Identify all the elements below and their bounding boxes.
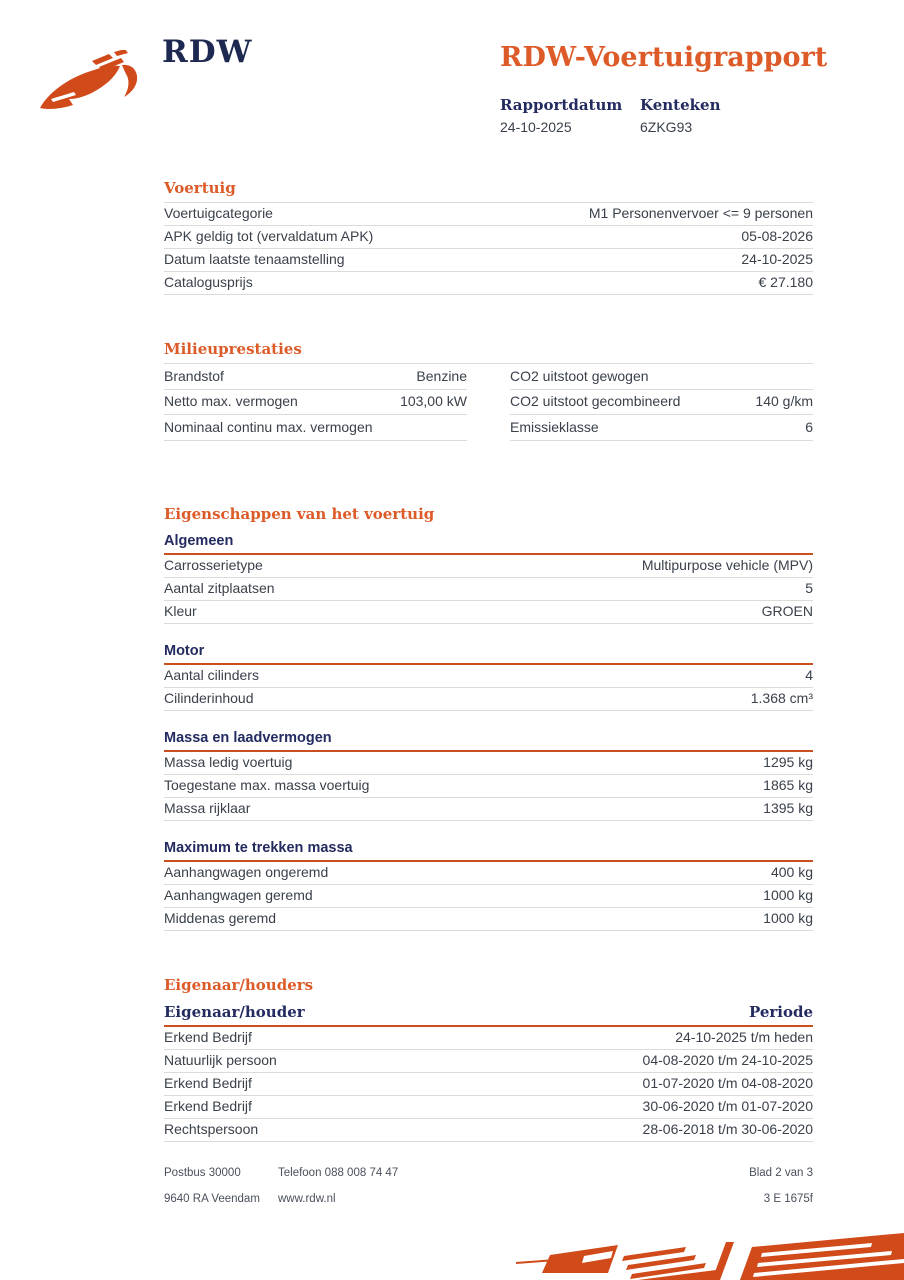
field-row <box>164 578 813 601</box>
field-value: GROEN <box>761 602 813 619</box>
field-row <box>164 226 813 249</box>
field-label: Carrosserietype <box>164 556 263 573</box>
field-value: M1 Personenvervoer <= 9 personen <box>588 205 813 221</box>
owner-row <box>164 1050 813 1073</box>
field-value: 1.368 cm³ <box>750 689 813 706</box>
field-value: 400 kg <box>770 863 813 880</box>
field-value: Multipurpose vehicle (MPV) <box>641 556 813 573</box>
field-label: Aantal cilinders <box>164 666 259 683</box>
footer-website: www.rdw.nl <box>278 1193 336 1205</box>
field-value: 05-08-2026 <box>741 228 813 244</box>
section-heading-eigenaren: Eigenaar/houders <box>164 975 314 994</box>
field-row <box>510 390 813 416</box>
report-meta <box>500 96 780 135</box>
owner-name: Natuurlijk persoon <box>164 1051 277 1068</box>
owner-name: Rechtspersoon <box>164 1120 259 1137</box>
owner-period: 24-10-2025 t/m heden <box>675 1028 813 1045</box>
field-row <box>164 862 813 885</box>
milieu-right-column <box>510 364 813 441</box>
field-row <box>510 364 813 390</box>
owners-col-period: Periode <box>748 1002 813 1021</box>
field-label: Toegestane max. massa voertuig <box>164 776 370 793</box>
footer-page-info <box>749 1167 813 1205</box>
milieu-columns <box>164 364 813 441</box>
field-label: Emissieklasse <box>510 418 599 435</box>
report-body <box>164 179 813 1142</box>
footer-page-indicator: Blad 2 van 3 <box>749 1167 813 1179</box>
field-label: Aanhangwagen geremd <box>164 886 313 903</box>
subsection-trekken-massa <box>164 840 813 931</box>
kenteken-label: Kenteken <box>640 96 721 114</box>
owner-period: 04-08-2020 t/m 24-10-2025 <box>642 1051 813 1068</box>
subsection-heading-motor: Motor <box>164 643 813 665</box>
subsection-heading-trekken-massa: Maximum te trekken massa <box>164 840 813 862</box>
rapportdatum-block <box>500 96 640 135</box>
owner-row <box>164 1073 813 1096</box>
owners-col-owner: Eigenaar/houder <box>164 1002 305 1021</box>
field-row <box>164 415 467 441</box>
field-value: 1295 kg <box>763 753 813 770</box>
section-voertuig <box>164 179 813 295</box>
owner-period: 01-07-2020 t/m 04-08-2020 <box>642 1074 813 1091</box>
footer-address <box>164 1167 278 1205</box>
field-label: Massa rijklaar <box>164 799 251 816</box>
field-label: Datum laatste tenaamstelling <box>164 251 345 267</box>
field-label: Brandstof <box>164 367 224 384</box>
field-label: CO2 uitstoot gewogen <box>510 367 649 384</box>
field-label: Massa ledig voertuig <box>164 753 293 770</box>
owner-period: 30-06-2020 t/m 01-07-2020 <box>642 1097 813 1114</box>
section-heading-eigenschappen: Eigenschappen van het voertuig <box>164 504 435 523</box>
section-eigenschappen <box>164 505 813 931</box>
field-label: Cilinderinhoud <box>164 689 254 706</box>
field-row <box>164 688 813 711</box>
subsection-motor <box>164 643 813 711</box>
footer-phone: Telefoon 088 008 74 47 <box>278 1167 399 1179</box>
field-label: Middenas geremd <box>164 909 277 926</box>
field-label: Aanhangwagen ongeremd <box>164 863 329 880</box>
field-value: € 27.180 <box>758 274 813 290</box>
kenteken-value: 6ZKG93 <box>640 119 693 135</box>
page-footer <box>164 1167 813 1205</box>
owner-row <box>164 1027 813 1050</box>
field-label: CO2 uitstoot gecombineerd <box>510 393 681 409</box>
subsection-heading-massa: Massa en laadvermogen <box>164 730 813 752</box>
field-value: 103,00 kW <box>400 393 467 409</box>
subsection-massa <box>164 730 813 821</box>
field-value: 24-10-2025 <box>741 251 813 267</box>
field-row <box>164 249 813 272</box>
field-row <box>164 752 813 775</box>
footer-city: 9640 RA Veendam <box>164 1193 260 1205</box>
field-row <box>164 885 813 908</box>
field-value: 1000 kg <box>763 886 813 903</box>
field-value: 5 <box>805 579 813 596</box>
field-label: APK geldig tot (vervaldatum APK) <box>164 228 374 244</box>
field-label: Aantal zitplaatsen <box>164 579 275 596</box>
field-label: Catalogusprijs <box>164 274 253 290</box>
owner-period: 28-06-2018 t/m 30-06-2020 <box>642 1120 813 1137</box>
field-label: Voertuigcategorie <box>164 205 273 221</box>
subsection-algemeen <box>164 533 813 624</box>
owner-name: Erkend Bedrijf <box>164 1097 252 1114</box>
section-heading-milieuprestaties: Milieuprestaties <box>164 340 813 364</box>
field-label: Nominaal continu max. vermogen <box>164 418 373 435</box>
rapportdatum-label: Rapportdatum <box>500 96 623 114</box>
field-row <box>164 364 467 390</box>
field-row <box>164 798 813 821</box>
owners-table-header <box>164 1003 813 1027</box>
field-row <box>164 272 813 295</box>
field-value: 6 <box>805 418 813 435</box>
field-value: Benzine <box>416 367 467 384</box>
field-label: Kleur <box>164 602 197 619</box>
owner-name: Erkend Bedrijf <box>164 1074 252 1091</box>
field-row <box>164 601 813 624</box>
field-label: Netto max. vermogen <box>164 393 298 409</box>
footer-contact <box>278 1167 749 1205</box>
field-row <box>164 908 813 931</box>
field-value: 1395 kg <box>763 799 813 816</box>
field-value: 1000 kg <box>763 909 813 926</box>
field-value: 1865 kg <box>763 776 813 793</box>
field-value: 140 g/km <box>755 393 813 409</box>
section-eigenaren <box>164 976 813 1142</box>
owner-name: Erkend Bedrijf <box>164 1028 252 1045</box>
field-value: 4 <box>805 666 813 683</box>
rdw-logo-text: RDW <box>162 34 253 70</box>
section-heading-voertuig: Voertuig <box>164 179 813 203</box>
page-title: RDW-Voertuigrapport <box>500 42 828 73</box>
kenteken-block <box>640 96 780 135</box>
section-milieuprestaties <box>164 340 813 441</box>
milieu-left-column <box>164 364 467 441</box>
field-row <box>164 665 813 688</box>
field-row <box>164 390 467 416</box>
footer-doc-code: 3 E 1675f <box>763 1193 813 1205</box>
footer-postbus: Postbus 30000 <box>164 1167 241 1179</box>
field-row <box>510 415 813 441</box>
rdw-speed-stripes-icon <box>500 1232 904 1280</box>
field-row <box>164 203 813 226</box>
owner-row <box>164 1119 813 1142</box>
field-row <box>164 555 813 578</box>
rapportdatum-value: 24-10-2025 <box>500 119 572 135</box>
rdw-feather-logo-icon <box>36 50 148 114</box>
field-row <box>164 775 813 798</box>
subsection-heading-algemeen: Algemeen <box>164 533 813 555</box>
owner-row <box>164 1096 813 1119</box>
